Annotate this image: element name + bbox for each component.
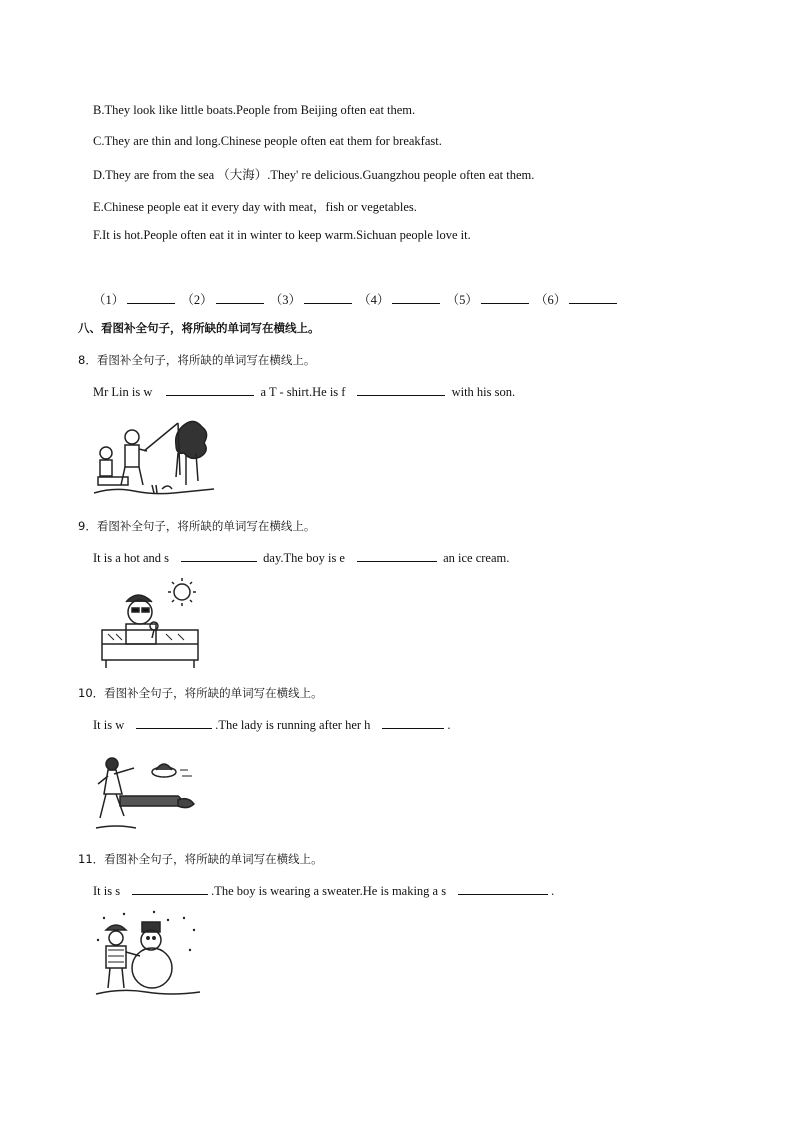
answer-label-6: （6） [534,293,567,307]
option-c: C.They are thin and long.Chinese people often eat them for breakfast. [93,134,442,148]
q8-part-3: with his son. [451,385,516,399]
option-f: F.It is hot.People often eat it in winter to keep warm.Sichuan people love it. [93,228,471,242]
answer-blank-5[interactable] [481,292,529,304]
q9-blank-2[interactable] [357,550,437,562]
windy-picture [94,748,204,838]
answer-blank-3[interactable] [304,292,352,304]
q10-part-2: .The lady is running after her h [215,718,371,732]
q10-blank-1[interactable] [136,717,212,729]
option-e: E.Chinese people eat it every day with meat，fish or vegetables. [93,200,417,214]
question-8-title: 8．看图补全句子，将所缺的单词写在横线上。 [78,353,316,367]
q11-part-2: .The boy is wearing a sweater.He is making a s [211,884,447,898]
q10-part-3: . [447,718,451,732]
question-10-sentence [93,717,451,733]
q10-blank-2[interactable] [382,717,444,729]
answer-blank-2[interactable] [216,292,264,304]
question-9-sentence [93,550,509,566]
option-b: B.They look like little boats.People from Beijing often eat them. [93,103,416,117]
q8-blank-1[interactable] [166,384,254,396]
q8-blank-2[interactable] [357,384,445,396]
q10-part-1: It is w [93,718,125,732]
section-heading: 八、看图补全句子，将所缺的单词写在横线上。 [78,321,320,335]
question-9-title: 9．看图补全句子，将所缺的单词写在横线上。 [78,519,316,533]
q11-blank-2[interactable] [458,883,548,895]
answer-label-4: （4） [358,293,390,307]
q11-part-3: . [551,884,555,898]
question-8-sentence [93,384,515,400]
answer-row [93,290,620,308]
question-11-title: 11．看图补全句子，将所缺的单词写在横线上。 [78,852,323,866]
q9-part-2: day.The boy is e [263,551,345,565]
q11-part-1: It is s [93,884,121,898]
answer-label-2: （2） [181,293,213,307]
answer-blank-1[interactable] [127,292,175,304]
option-d: D.They are from the sea （大海）.They' re delicious.Guangzhou people often eat them. [93,168,535,182]
ice-cream-picture [96,578,206,673]
answer-blank-6[interactable] [569,292,617,304]
q9-part-3: an ice cream. [443,551,510,565]
q8-part-1: Mr Lin is w [93,385,153,399]
answer-label-5: （5） [446,293,478,307]
snowman-picture [94,910,204,1005]
answer-label-1: （1） [93,293,125,307]
fishing-picture [92,415,217,505]
question-10-title: 10．看图补全句子，将所缺的单词写在横线上。 [78,686,323,700]
q9-part-1: It is a hot and s [93,551,170,565]
answer-blank-4[interactable] [392,292,440,304]
q11-blank-1[interactable] [132,883,208,895]
answer-label-3: （3） [269,293,302,307]
question-11-sentence [93,883,554,899]
q9-blank-1[interactable] [181,550,257,562]
q8-part-2: a T - shirt.He is f [260,385,346,399]
